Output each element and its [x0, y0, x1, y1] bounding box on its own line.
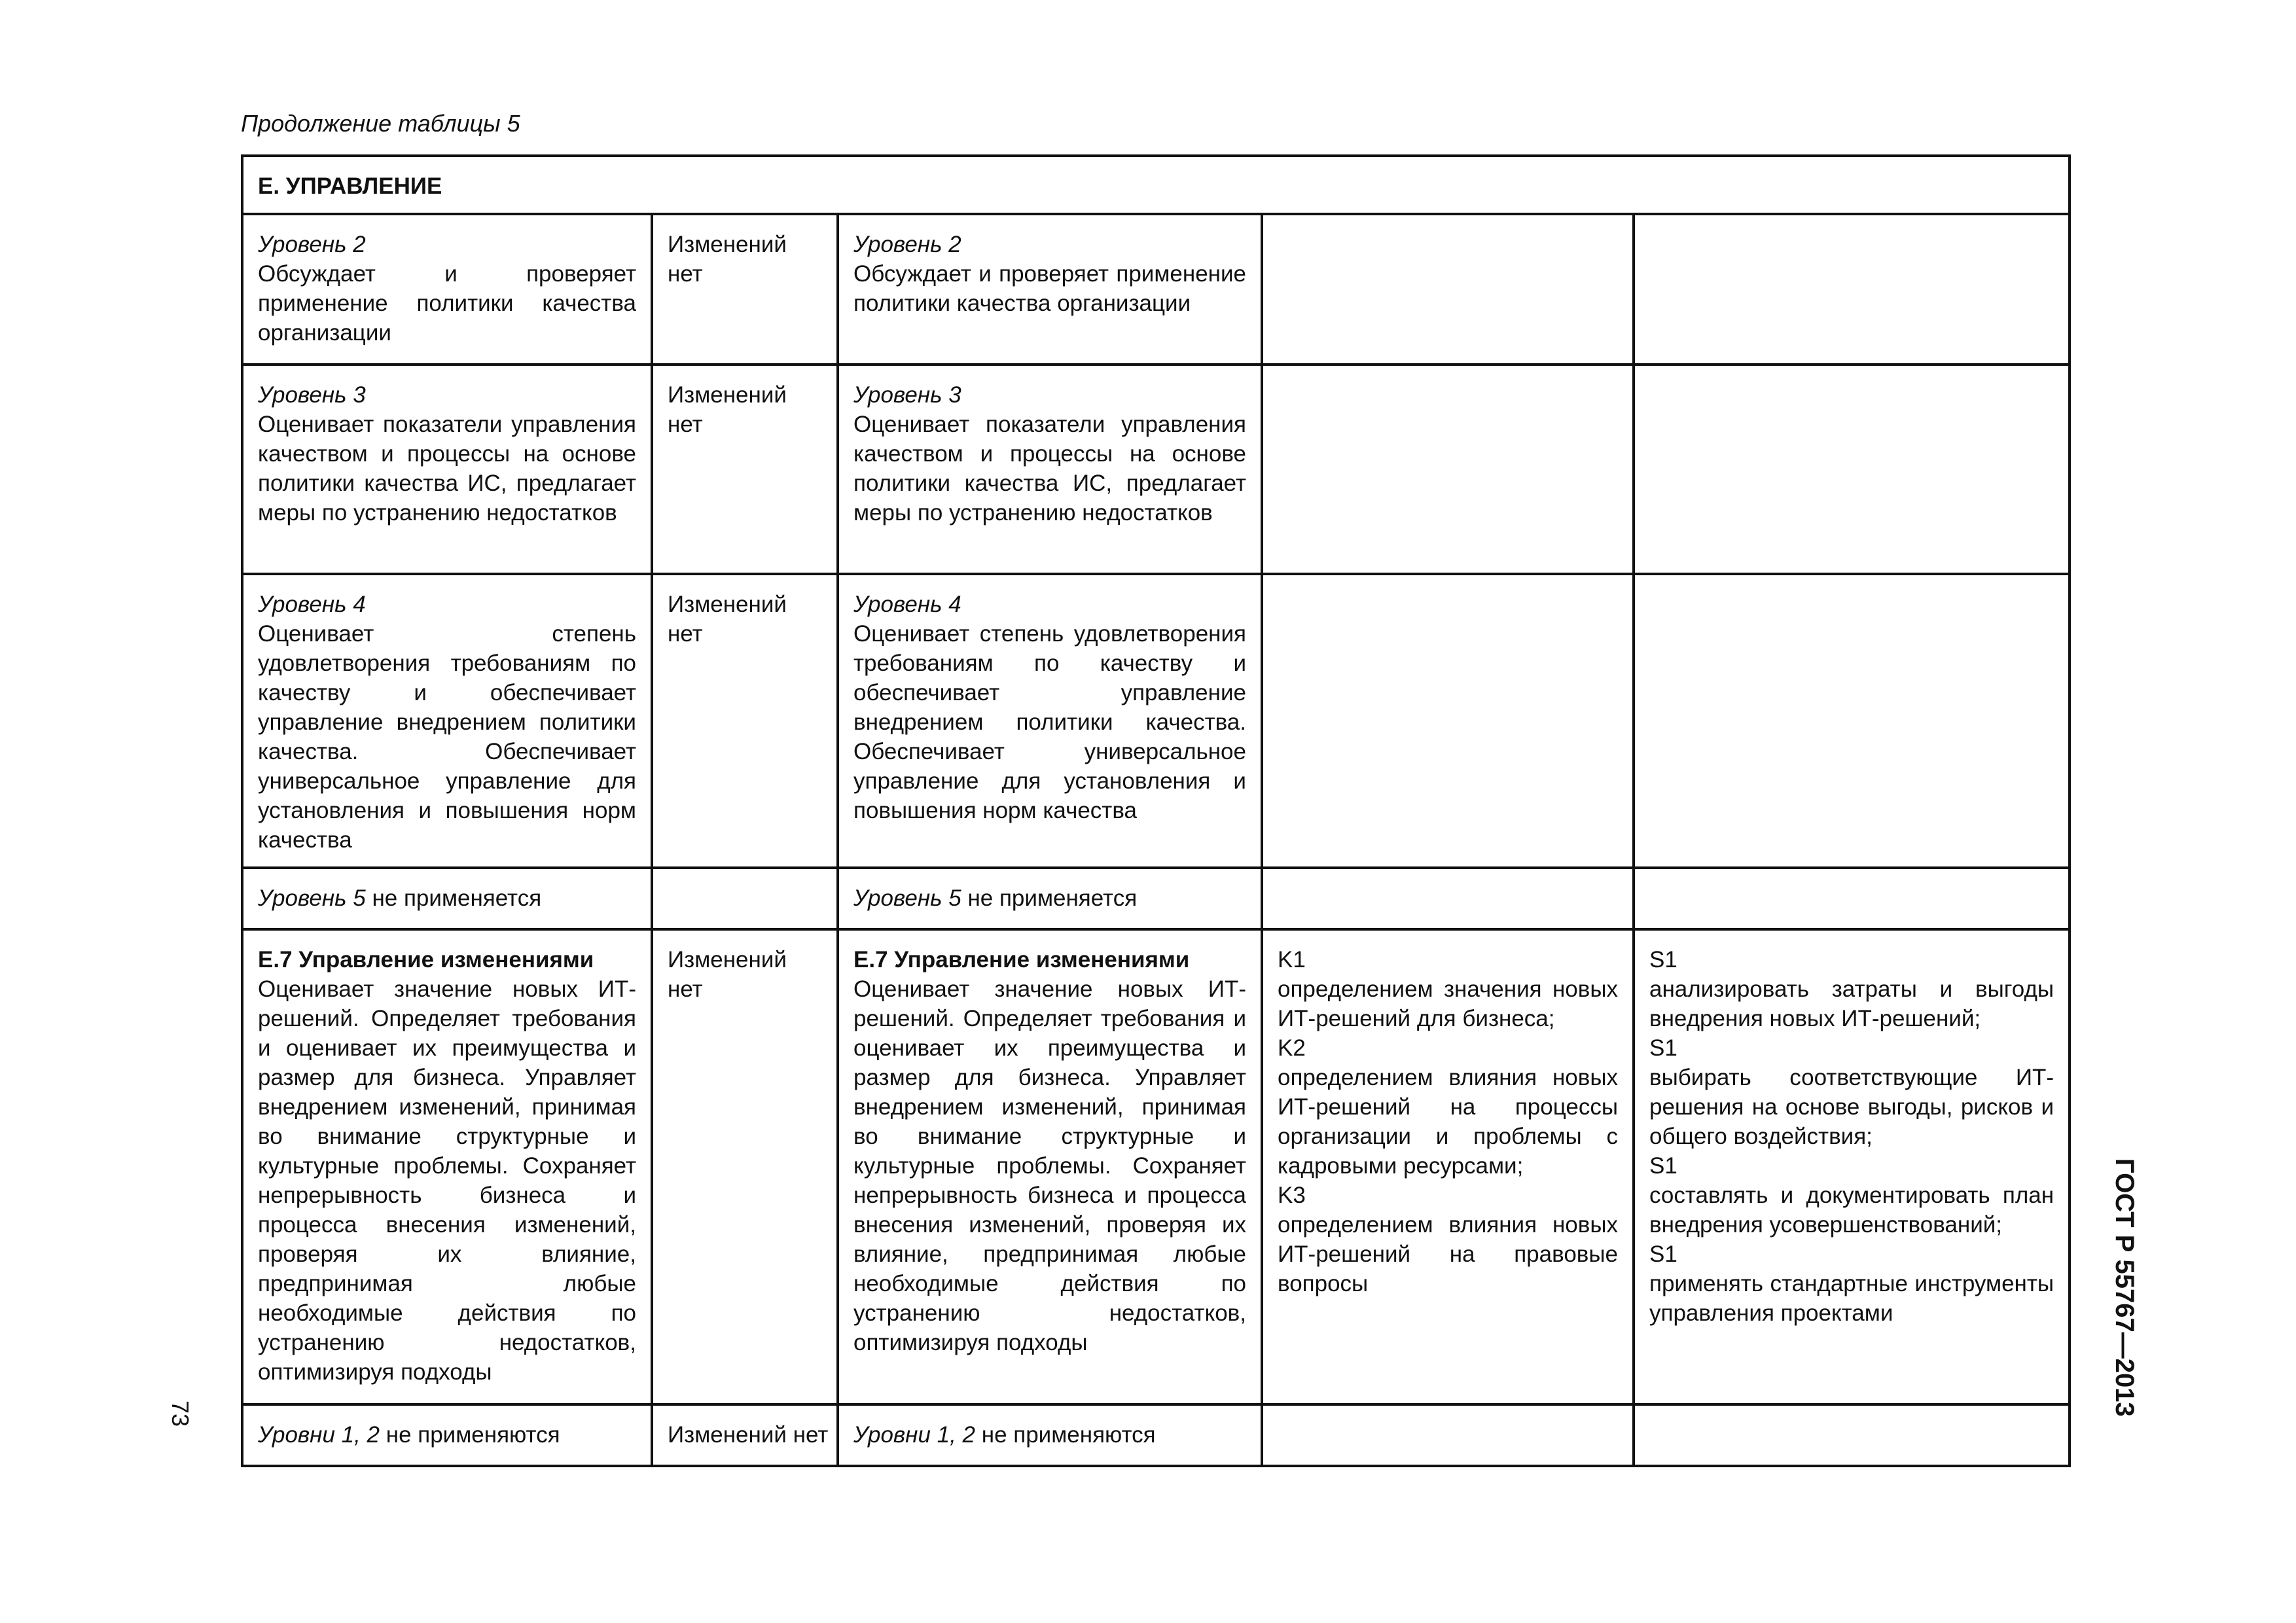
description-text: Оценивает значение новых ИТ-решений. Определяет требования и оценивает их преимущества и размер для бизнеса. Управляет внедрением изменений, принимая во внимание структурные и культурные проблемы. Сохраняет непрерывность бизнеса и процесса внесения изменений, проверяя их влияние, предпринимая любые необходимые действия по устранению недостатков, оптимизируя подходы [258, 976, 636, 1385]
new-description-cell [838, 929, 1262, 1404]
new-description-cell [838, 868, 1262, 929]
description-cell [242, 929, 652, 1404]
level-label: Уровень 3 [853, 382, 961, 408]
skill-code: S1 [1649, 1035, 1677, 1061]
skill-text: анализировать затраты и выгоды внедрения новых ИТ-решений; [1649, 976, 2054, 1031]
level-label: Уровень 3 [258, 382, 366, 408]
not-applicable-text: не применяются [975, 1422, 1156, 1448]
description-text: Оценивает значение новых ИТ-решений. Определяет требования и оценивает их преимущества и размер для бизнеса. Управляет внедрением изменений, принимая во внимание структурные и культурные проблемы. Сохраняет непрерывность бизнеса и процесса внесения изменений, проверяя их влияние, предпринимая любые необходимые действия по устранению недостатков, оптимизируя подходы [853, 976, 1246, 1355]
description-text: Оценивает степень удовлетворения требованиям по качеству и обеспечивает управление внедрением политики качества. Обеспечивает универсальное управление для установления и повышения норм качества [853, 621, 1246, 823]
skill-code: S1 [1649, 1241, 1677, 1267]
description-cell [242, 1404, 652, 1466]
knowledge-code: K2 [1278, 1035, 1306, 1061]
change-cell: Изменений нет [652, 214, 838, 365]
skills-cell [1634, 929, 2070, 1404]
description-text: Обсуждает и проверяет применение политики качества организации [853, 261, 1246, 316]
knowledge-cell [1262, 365, 1634, 574]
skills-cell [1634, 1404, 2070, 1466]
knowledge-cell [1262, 929, 1634, 1404]
section-header-row [242, 156, 2070, 214]
skill-text: применять стандартные инструменты управления проектами [1649, 1271, 2054, 1326]
knowledge-text: определением влияния новых ИТ-решений на правовые вопросы [1278, 1212, 1618, 1296]
document-code: ГОСТ Р 55767—2013 [2110, 1158, 2139, 1417]
knowledge-cell [1262, 574, 1634, 868]
knowledge-code: K3 [1278, 1183, 1306, 1208]
knowledge-cell [1262, 1404, 1634, 1466]
knowledge-code: K1 [1278, 947, 1306, 972]
level-label: Уровень 2 [853, 232, 961, 257]
skills-cell [1634, 868, 2070, 929]
level-label: Уровень 2 [258, 232, 366, 257]
competence-heading: Е.7 Управление изменениями [258, 947, 594, 972]
not-applicable-text: не применяется [365, 885, 542, 911]
page-number: 73 [167, 1400, 194, 1427]
not-applicable-text: не применяется [961, 885, 1138, 911]
level-label: Уровень 5 [258, 885, 366, 911]
description-cell [242, 365, 652, 574]
table-row [242, 574, 2070, 868]
level-label: Уровни 1, 2 [258, 1422, 380, 1448]
change-cell: Изменений нет [652, 1404, 838, 1466]
change-cell [652, 868, 838, 929]
competence-heading: Е.7 Управление изменениями [853, 947, 1190, 972]
table-row [242, 365, 2070, 574]
level-label: Уровни 1, 2 [853, 1422, 976, 1448]
new-description-cell [838, 365, 1262, 574]
competence-table [241, 154, 2071, 1467]
description-cell [242, 868, 652, 929]
new-description-cell [838, 214, 1262, 365]
description-cell [242, 574, 652, 868]
level-label: Уровень 5 [853, 885, 961, 911]
knowledge-cell [1262, 868, 1634, 929]
description-text: Обсуждает и проверяет применение политики качества организации [258, 261, 636, 346]
knowledge-text: определением значения новых ИТ-решений для бизнеса; [1278, 976, 1618, 1031]
skills-cell [1634, 365, 2070, 574]
knowledge-cell [1262, 214, 1634, 365]
table-row [242, 1404, 2070, 1466]
skills-cell [1634, 574, 2070, 868]
table-row [242, 214, 2070, 365]
level-label: Уровень 4 [853, 592, 961, 617]
section-title: Е. УПРАВЛЕНИЕ [242, 156, 2070, 214]
change-cell: Изменений нет [652, 574, 838, 868]
description-cell [242, 214, 652, 365]
description-text: Оценивает степень удовлетворения требованиям по качеству и обеспечивает управление внедрением политики качества. Обеспечивает универсальное управление для установления и повышения норм качества [258, 621, 636, 853]
table-row [242, 929, 2070, 1404]
skill-code: S1 [1649, 947, 1677, 972]
description-text: Оценивает показатели управления качеством и процессы на основе политики качества ИС, предлагает меры по устранению недостатков [853, 412, 1246, 526]
skills-cell [1634, 214, 2070, 365]
level-label: Уровень 4 [258, 592, 366, 617]
skill-text: составлять и документировать план внедрения усовершенствований; [1649, 1183, 2054, 1238]
knowledge-text: определением влияния новых ИТ-решений на процессы организации и проблемы с кадровыми ресурсами; [1278, 1065, 1618, 1179]
not-applicable-text: не применяются [380, 1422, 560, 1448]
change-cell: Изменений нет [652, 929, 838, 1404]
description-text: Оценивает показатели управления качеством и процессы на основе политики качества ИС, предлагает меры по устранению недостатков [258, 412, 636, 526]
skill-text: выбирать соответствующие ИТ-решения на основе выгоды, рисков и общего воздействия; [1649, 1065, 2054, 1149]
table-row [242, 868, 2070, 929]
table-caption: Продолжение таблицы 5 [241, 110, 520, 137]
change-cell: Изменений нет [652, 365, 838, 574]
skill-code: S1 [1649, 1153, 1677, 1179]
new-description-cell [838, 1404, 1262, 1466]
new-description-cell [838, 574, 1262, 868]
